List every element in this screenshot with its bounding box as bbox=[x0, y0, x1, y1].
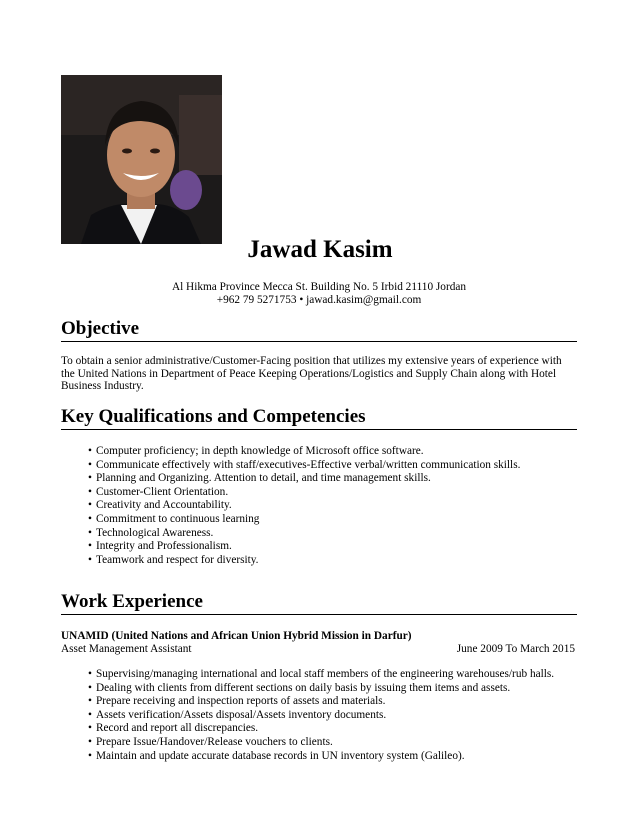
list-item: • Maintain and update accurate database records in UN inventory system (Galileo). bbox=[88, 750, 578, 764]
list-item: • Commitment to continuous learning bbox=[88, 513, 578, 527]
qualifications-list bbox=[88, 445, 578, 567]
list-item: • Technological Awareness. bbox=[88, 527, 578, 541]
job-period: June 2009 To March 2015 bbox=[456, 643, 575, 655]
portrait-image bbox=[61, 75, 222, 244]
list-item: • Creativity and Accountability. bbox=[88, 499, 578, 513]
profile-photo bbox=[61, 75, 222, 244]
contact-block bbox=[0, 281, 638, 306]
objective-text: To obtain a senior administrative/Customer-Facing position that utilizes my extensive years of experience with the United Nations in Department of Peace Keeping Operations/Logistics and Supply Chain along with Hotel Business Industry. bbox=[61, 355, 562, 393]
job-organization: UNAMID (United Nations and African Union Hybrid Mission in Darfur) bbox=[61, 630, 412, 642]
list-item: • Prepare receiving and inspection reports of assets and materials. bbox=[88, 695, 578, 709]
list-item: • Assets verification/Assets disposal/Assets inventory documents. bbox=[88, 709, 578, 723]
job-role: Asset Management Assistant bbox=[61, 643, 192, 655]
list-item: • Supervising/managing international and local staff members of the engineering warehouses/rub halls. bbox=[88, 668, 578, 682]
list-item: • Dealing with clients from different sections on daily basis by issuing them items and assets. bbox=[88, 682, 578, 696]
list-item: • Planning and Organizing. Attention to detail, and time management skills. bbox=[88, 472, 578, 486]
list-item: • Integrity and Professionalism. bbox=[88, 540, 578, 554]
list-item: • Record and report all discrepancies. bbox=[88, 722, 578, 736]
list-item: • Communicate effectively with staff/executives-Effective verbal/written communication skills. bbox=[88, 459, 578, 473]
job-duties-list bbox=[88, 668, 578, 763]
list-item: • Computer proficiency; in depth knowledge of Microsoft office software. bbox=[88, 445, 578, 459]
qualifications-heading: Key Qualifications and Competencies bbox=[61, 406, 577, 430]
phone-email-line: +962 79 5271753 • jawad.kasim@gmail.com bbox=[216, 293, 422, 306]
experience-heading: Work Experience bbox=[61, 591, 577, 615]
list-item: • Customer-Client Orientation. bbox=[88, 486, 578, 500]
list-item: • Prepare Issue/Handover/Release vouchers to clients. bbox=[88, 736, 578, 750]
list-item: • Teamwork and respect for diversity. bbox=[88, 554, 578, 568]
address-line: Al Hikma Province Mecca St. Building No. 5 Irbid 21110 Jordan bbox=[171, 281, 467, 293]
candidate-name: Jawad Kasim bbox=[247, 236, 393, 263]
job-role-row bbox=[61, 643, 575, 656]
objective-heading: Objective bbox=[61, 318, 577, 342]
